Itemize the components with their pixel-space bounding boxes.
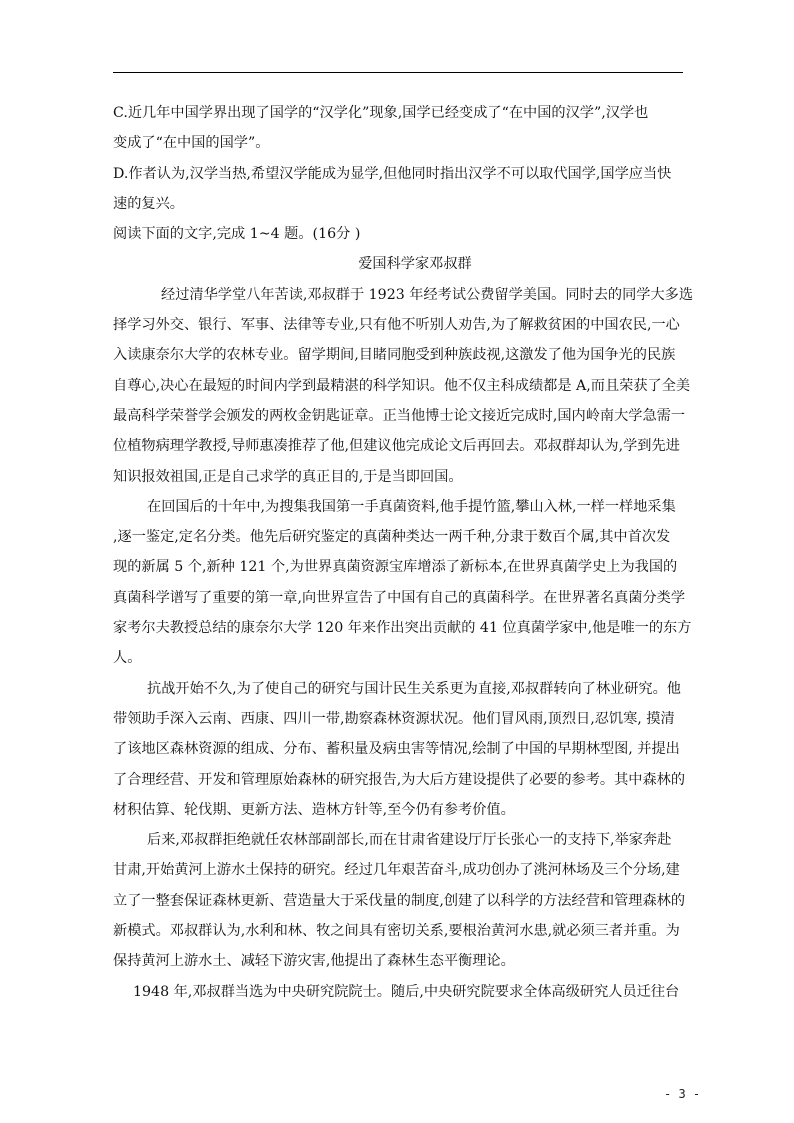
paragraph-line: 家考尔夫教授总结的康奈尔大学 120 年来作出突出贡献的 41 位真菌学家中,他是唯一的东方 <box>113 620 692 637</box>
paragraph-line: 甘肃,开始黄河上游水土保持的研究。经过几年艰苦奋斗,成功创办了洮河林场及三个分场,建 <box>113 862 680 879</box>
paragraph-3 <box>113 674 686 825</box>
paragraph-line: 新模式。邓叔群认为,水利和林、牧之间具有密切关系,要根治黄河水患,就必须三者并重。为 <box>113 923 680 940</box>
paragraph-line: 1948 年,邓叔群当选为中央研究院院士。随后,中央研究院要求全体高级研究人员迁往台 <box>133 983 680 1000</box>
option-d <box>113 159 683 220</box>
paragraph-line: 入读康奈尔大学的农林专业。留学期间,目睹同胞受到种族歧视,这激发了他为国争光的民族 <box>113 347 676 364</box>
paragraph-line: 了合理经营、开发和管理原始森林的研究报告,为大后方建设提供了必要的参考。其中森林的 <box>113 771 686 788</box>
paragraph-line: 后来,邓叔群拒绝就任农林部副部长,而在甘肃省建设厅厅长张心一的支持下,举家奔赴 <box>147 832 672 849</box>
paragraph-line: 了该地区森林资源的组成、分布、蓄积量及病虫害等情况,绘制了中国的早期林型图, 并提出 <box>113 741 680 758</box>
paragraph-5 <box>113 977 683 1007</box>
paragraph-line: 在回国后的十年中,为搜集我国第一手真菌资料,他手提竹篮,攀山入林,一样一样地采集 <box>147 498 676 515</box>
paragraph-line: 择学习外交、银行、军事、法律等专业,只有他不听别人劝告,为了解救贫困的中国农民,一心 <box>113 317 680 334</box>
option-c-line-1: C.近几年中国学界出现了国学的“汉学化”现象,国学已经变成了“在中国的汉学”,汉学也 <box>113 105 649 121</box>
paragraph-line: 最高科学荣誉学会颁发的两枚金钥匙证章。正当他博士论文接近完成时,国内岭南大学急需一 <box>113 407 686 424</box>
paragraph-line: 立了一整套保证森林更新、营造量大于采伐量的制度,创建了以科学的方法经营和管理森林的 <box>113 892 686 909</box>
paragraph-line: 真菌科学谱写了重要的第一章,向世界宣告了中国有自己的真菌科学。在世界著名真菌分类学 <box>113 589 686 606</box>
paragraph-line: 位植物病理学教授,导师惠凑推荐了他,但建议他完成论文后再回去。邓叔群却认为,学到先进 <box>113 438 680 455</box>
paragraph-line: 知识报效祖国,正是自己求学的真正目的,于是当即回国。 <box>113 468 463 485</box>
paragraph-line: 抗战开始不久,为了使自己的研究与国计民生关系更为直接,邓叔群转向了林业研究。他 <box>147 680 681 697</box>
option-c-line-2: 变成了“在中国的国学”。 <box>113 135 270 152</box>
paragraph-4 <box>113 825 686 976</box>
article-title: 爱国科学家邓叔群 <box>358 256 472 273</box>
header-rule <box>113 72 683 73</box>
reading-instruction: 阅读下面的文字,完成 1~4 题。(16分 ) <box>113 226 361 243</box>
paragraph-line: 自尊心,决心在最短的时间内学到最精湛的科学知识。他不仅主科成绩都是 A,而且荣获了全美 <box>113 377 691 394</box>
paragraph-line: 材积估算、轮伐期、更新方法、造林方针等,至今仍有参考价值。 <box>113 801 515 818</box>
paragraph-1 <box>113 280 694 492</box>
paragraph-line: 现的新属 5 个,新种 121 个,为世界真菌资源宝库增添了新标本,在世界真菌学史上为我国的 <box>113 559 678 576</box>
page-number: - 3 - <box>664 1087 701 1101</box>
paragraph-line: 带领助手深入云南、西康、四川一带,勘察森林资源状况。他们冒风雨,顶烈日,忍饥寒, 摸清 <box>113 710 675 727</box>
option-d-line-2: 速的复兴。 <box>113 195 184 212</box>
paragraph-line: 保持黄河上游水土、减轻下游灾害,他提出了森林生态平衡理论。 <box>113 953 515 970</box>
paragraph-line: ,逐一鉴定,定名分类。他先后研究鉴定的真菌种类达一两千种,分隶于数百个属,其中首次发 <box>113 529 671 546</box>
paragraph-line: 人。 <box>113 650 142 667</box>
paragraph-2 <box>113 492 692 674</box>
option-d-line-1: D.作者认为,汉学当热,希望汉学能成为显学,但他同时指出汉学不可以取代国学,国学应当快 <box>113 165 672 182</box>
option-c <box>113 98 683 159</box>
paragraph-line: 经过清华学堂八年苦读,邓叔群于 1923 年经考试公费留学美国。同时去的同学大多选 <box>161 286 694 303</box>
document-body <box>113 98 694 1007</box>
